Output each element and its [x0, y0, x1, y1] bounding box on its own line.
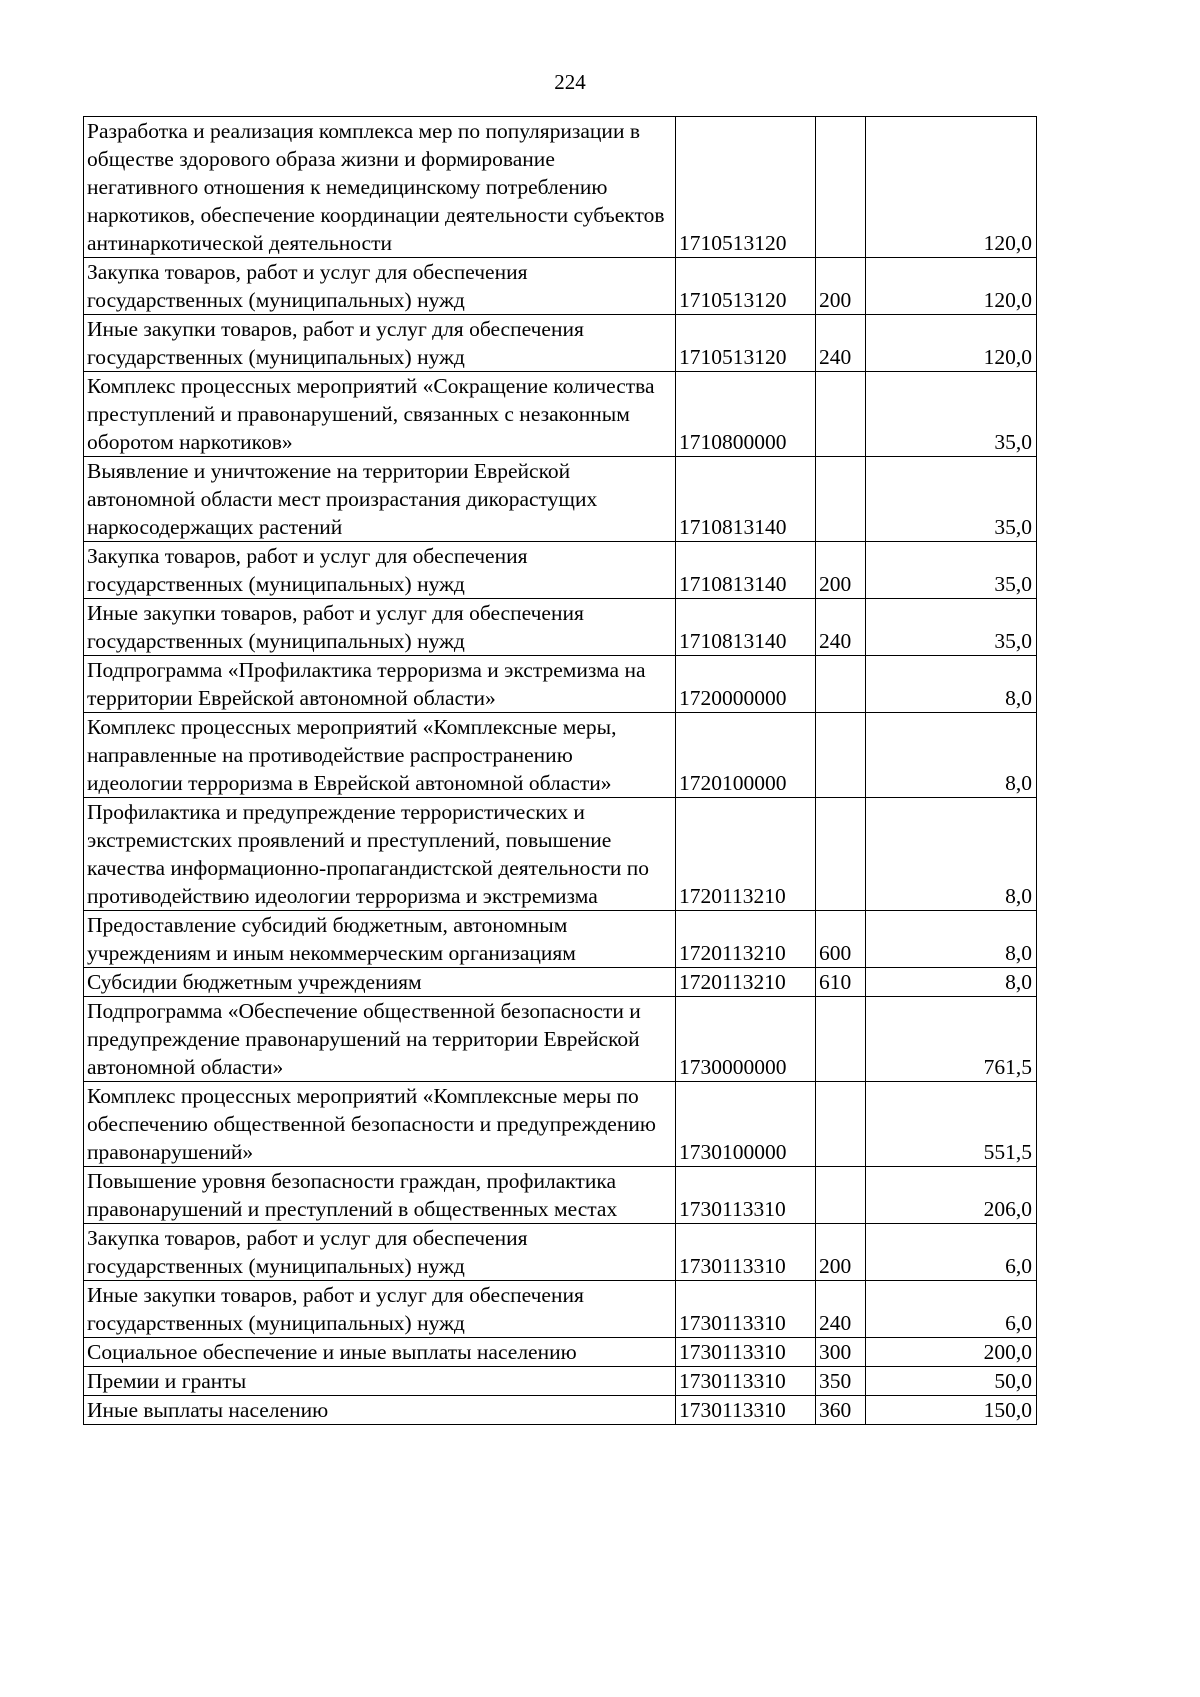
row-sum-cell: 8,0	[866, 798, 1037, 911]
row-name-cell: Иные закупки товаров, работ и услуг для обеспечения государственных (муниципальных) нужд	[84, 315, 676, 372]
row-code-cell: 1710813140	[676, 457, 816, 542]
row-name-cell: Предоставление субсидий бюджетным, автономным учреждениям и иным некоммерческим организациям	[84, 911, 676, 968]
row-sum-cell: 6,0	[866, 1224, 1037, 1281]
row-type-cell: 300	[816, 1338, 866, 1367]
table-row	[84, 911, 1037, 968]
row-sum-cell: 35,0	[866, 542, 1037, 599]
row-name-cell: Социальное обеспечение и иные выплаты населению	[84, 1338, 676, 1367]
row-code-cell: 1730000000	[676, 997, 816, 1082]
row-type-cell	[816, 798, 866, 911]
row-code-cell: 1720100000	[676, 713, 816, 798]
row-type-cell: 350	[816, 1367, 866, 1396]
row-name-cell: Иные выплаты населению	[84, 1396, 676, 1425]
table-row	[84, 1281, 1037, 1338]
table-row	[84, 258, 1037, 315]
row-name-cell: Субсидии бюджетным учреждениям	[84, 968, 676, 997]
row-code-cell: 1710800000	[676, 372, 816, 457]
row-sum-cell: 120,0	[866, 117, 1037, 258]
row-code-cell: 1730113310	[676, 1167, 816, 1224]
row-sum-cell: 35,0	[866, 372, 1037, 457]
row-name-cell: Иные закупки товаров, работ и услуг для обеспечения государственных (муниципальных) нужд	[84, 599, 676, 656]
row-name-cell: Закупка товаров, работ и услуг для обеспечения государственных (муниципальных) нужд	[84, 258, 676, 315]
budget-table-body	[84, 117, 1037, 1425]
row-type-cell	[816, 457, 866, 542]
table-row	[84, 798, 1037, 911]
row-code-cell: 1720000000	[676, 656, 816, 713]
row-sum-cell: 8,0	[866, 911, 1037, 968]
row-name-cell: Подпрограмма «Обеспечение общественной безопасности и предупреждение правонарушений на территории Еврейской автономной области»	[84, 997, 676, 1082]
row-name-cell: Иные закупки товаров, работ и услуг для обеспечения государственных (муниципальных) нужд	[84, 1281, 676, 1338]
row-code-cell: 1720113210	[676, 798, 816, 911]
row-name-cell: Закупка товаров, работ и услуг для обеспечения государственных (муниципальных) нужд	[84, 542, 676, 599]
table-row	[84, 1367, 1037, 1396]
table-row	[84, 1167, 1037, 1224]
row-code-cell: 1720113210	[676, 911, 816, 968]
row-type-cell	[816, 713, 866, 798]
row-code-cell: 1710813140	[676, 599, 816, 656]
table-row	[84, 315, 1037, 372]
row-code-cell: 1710513120	[676, 117, 816, 258]
row-sum-cell: 206,0	[866, 1167, 1037, 1224]
row-code-cell: 1710513120	[676, 258, 816, 315]
row-type-cell	[816, 1167, 866, 1224]
row-name-cell: Подпрограмма «Профилактика терроризма и экстремизма на территории Еврейской автономной области»	[84, 656, 676, 713]
row-type-cell: 600	[816, 911, 866, 968]
row-sum-cell: 50,0	[866, 1367, 1037, 1396]
row-sum-cell: 35,0	[866, 599, 1037, 656]
row-sum-cell: 120,0	[866, 258, 1037, 315]
page-number: 224	[554, 70, 586, 94]
row-name-cell: Разработка и реализация комплекса мер по популяризации в обществе здорового образа жизни и формирование негативного отношения к немедицинскому потреблению наркотиков, обеспечение координации деятельности субъектов антинаркотической деятельности	[84, 117, 676, 258]
table-row	[84, 968, 1037, 997]
table-row	[84, 656, 1037, 713]
row-type-cell: 200	[816, 258, 866, 315]
row-code-cell: 1710513120	[676, 315, 816, 372]
table-row	[84, 599, 1037, 656]
budget-table	[83, 116, 1037, 1425]
row-code-cell: 1710813140	[676, 542, 816, 599]
row-type-cell	[816, 117, 866, 258]
table-row	[84, 1338, 1037, 1367]
row-type-cell: 240	[816, 599, 866, 656]
row-name-cell: Комплекс процессных мероприятий «Сокращение количества преступлений и правонарушений, связанных с незаконным оборотом наркотиков»	[84, 372, 676, 457]
row-name-cell: Закупка товаров, работ и услуг для обеспечения государственных (муниципальных) нужд	[84, 1224, 676, 1281]
row-sum-cell: 8,0	[866, 656, 1037, 713]
row-type-cell: 240	[816, 1281, 866, 1338]
row-type-cell	[816, 997, 866, 1082]
row-name-cell: Комплекс процессных мероприятий «Комплексные меры по обеспечению общественной безопасности и предупреждению правонарушений»	[84, 1082, 676, 1167]
row-sum-cell: 120,0	[866, 315, 1037, 372]
row-type-cell: 200	[816, 1224, 866, 1281]
row-type-cell	[816, 1082, 866, 1167]
table-row	[84, 457, 1037, 542]
row-type-cell: 240	[816, 315, 866, 372]
row-sum-cell: 551,5	[866, 1082, 1037, 1167]
table-row	[84, 1082, 1037, 1167]
row-name-cell: Комплекс процессных мероприятий «Комплексные меры, направленные на противодействие распространению идеологии терроризма в Еврейской автономной области»	[84, 713, 676, 798]
row-name-cell: Выявление и уничтожение на территории Еврейской автономной области мест произрастания дикорастущих наркосодержащих растений	[84, 457, 676, 542]
row-type-cell: 360	[816, 1396, 866, 1425]
row-code-cell: 1730113310	[676, 1396, 816, 1425]
table-row	[84, 542, 1037, 599]
row-sum-cell: 6,0	[866, 1281, 1037, 1338]
row-sum-cell: 35,0	[866, 457, 1037, 542]
row-sum-cell: 200,0	[866, 1338, 1037, 1367]
row-code-cell: 1730113310	[676, 1338, 816, 1367]
row-code-cell: 1720113210	[676, 968, 816, 997]
row-type-cell	[816, 372, 866, 457]
row-code-cell: 1730113310	[676, 1281, 816, 1338]
table-row	[84, 117, 1037, 258]
table-row	[84, 1396, 1037, 1425]
row-sum-cell: 8,0	[866, 713, 1037, 798]
row-name-cell: Профилактика и предупреждение террористических и экстремистских проявлений и преступлений, повышение качества информационно-пропагандистской деятельности по противодействию идеологии терроризма и экстремизма	[84, 798, 676, 911]
row-code-cell: 1730113310	[676, 1367, 816, 1396]
row-sum-cell: 8,0	[866, 968, 1037, 997]
row-type-cell	[816, 656, 866, 713]
row-type-cell: 610	[816, 968, 866, 997]
row-code-cell: 1730113310	[676, 1224, 816, 1281]
row-type-cell: 200	[816, 542, 866, 599]
table-row	[84, 1224, 1037, 1281]
table-row	[84, 997, 1037, 1082]
row-name-cell: Повышение уровня безопасности граждан, профилактика правонарушений и преступлений в общественных местах	[84, 1167, 676, 1224]
row-name-cell: Премии и гранты	[84, 1367, 676, 1396]
row-sum-cell: 761,5	[866, 997, 1037, 1082]
row-code-cell: 1730100000	[676, 1082, 816, 1167]
table-row	[84, 713, 1037, 798]
table-row	[84, 372, 1037, 457]
row-sum-cell: 150,0	[866, 1396, 1037, 1425]
